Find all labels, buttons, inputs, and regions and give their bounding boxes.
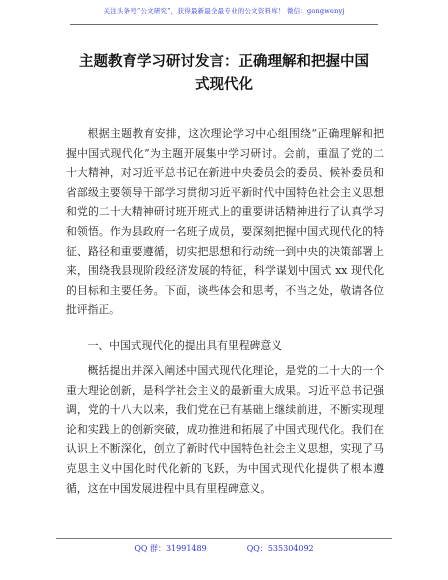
footer-qq-group[interactable]: QQ 群：31991489 — [134, 544, 207, 553]
header-divider — [70, 24, 378, 25]
title-line-1: 主题教育学习研讨发言：正确理解和把握中国 — [79, 53, 369, 70]
section-heading-1: 一、中国式现代化的提出具有里程碑意义 — [87, 339, 282, 352]
footer-qq[interactable]: QQ：535304092 — [246, 544, 314, 553]
promo-banner[interactable]: 关注头条号“公文研究”，获得最新最全最专业的公文资料库！ 微信：gongwenyj — [103, 7, 345, 15]
title-line-2: 式现代化 — [195, 76, 253, 93]
body-paragraph-2 — [66, 361, 384, 498]
paragraph-text: 概括提出并深入阐述中国式现代化理论，是党的二十大的一个重大理论创新，是科学社会主义的最新重大成果。习近平总书记强调，党的十八大以来，我们党在已有基础上继续前进，不断实现理论和实践上的创新突破，成功推进和拓展了中国式现代化。我们在认识上不断深化，创立了新时代中国特色社会主义思想，实现了马克思主义中国化时代化新的飞跃，为中国式现代化提供了根本遵循，这在中国发展进程中具有里程碑意义。 — [66, 364, 384, 495]
footer-divider — [56, 538, 392, 539]
paragraph-text: 根据主题教育安排，这次理论学习中心组围绕“正确理解和把握中国式现代化”为主题开展集中学习研讨。会前，重温了党的二十大精神，对习近平总书记在新进中央委员会的委员、候补委员和省部级主要领导干部学习贯彻习近平新时代中国特色社会主义思想和党的二十大精神研讨班开班式上的重要讲话精神进行了认真学习和领悟。作为县政府一名班子成员，要深刻把握中国式现代化的特征、路径和重要遵循，切实把思想和行动统一到中央的决策部署上来，围绕我县现阶段经济发展的特征，科学谋划中国式 xx 现代化的目标和主要任务。下面，谈些体会和思考，不当之处，敬请各位批评指正。 — [66, 127, 384, 317]
document-title — [56, 50, 392, 96]
footer-contact — [0, 543, 448, 554]
body-paragraph-1 — [66, 124, 384, 320]
